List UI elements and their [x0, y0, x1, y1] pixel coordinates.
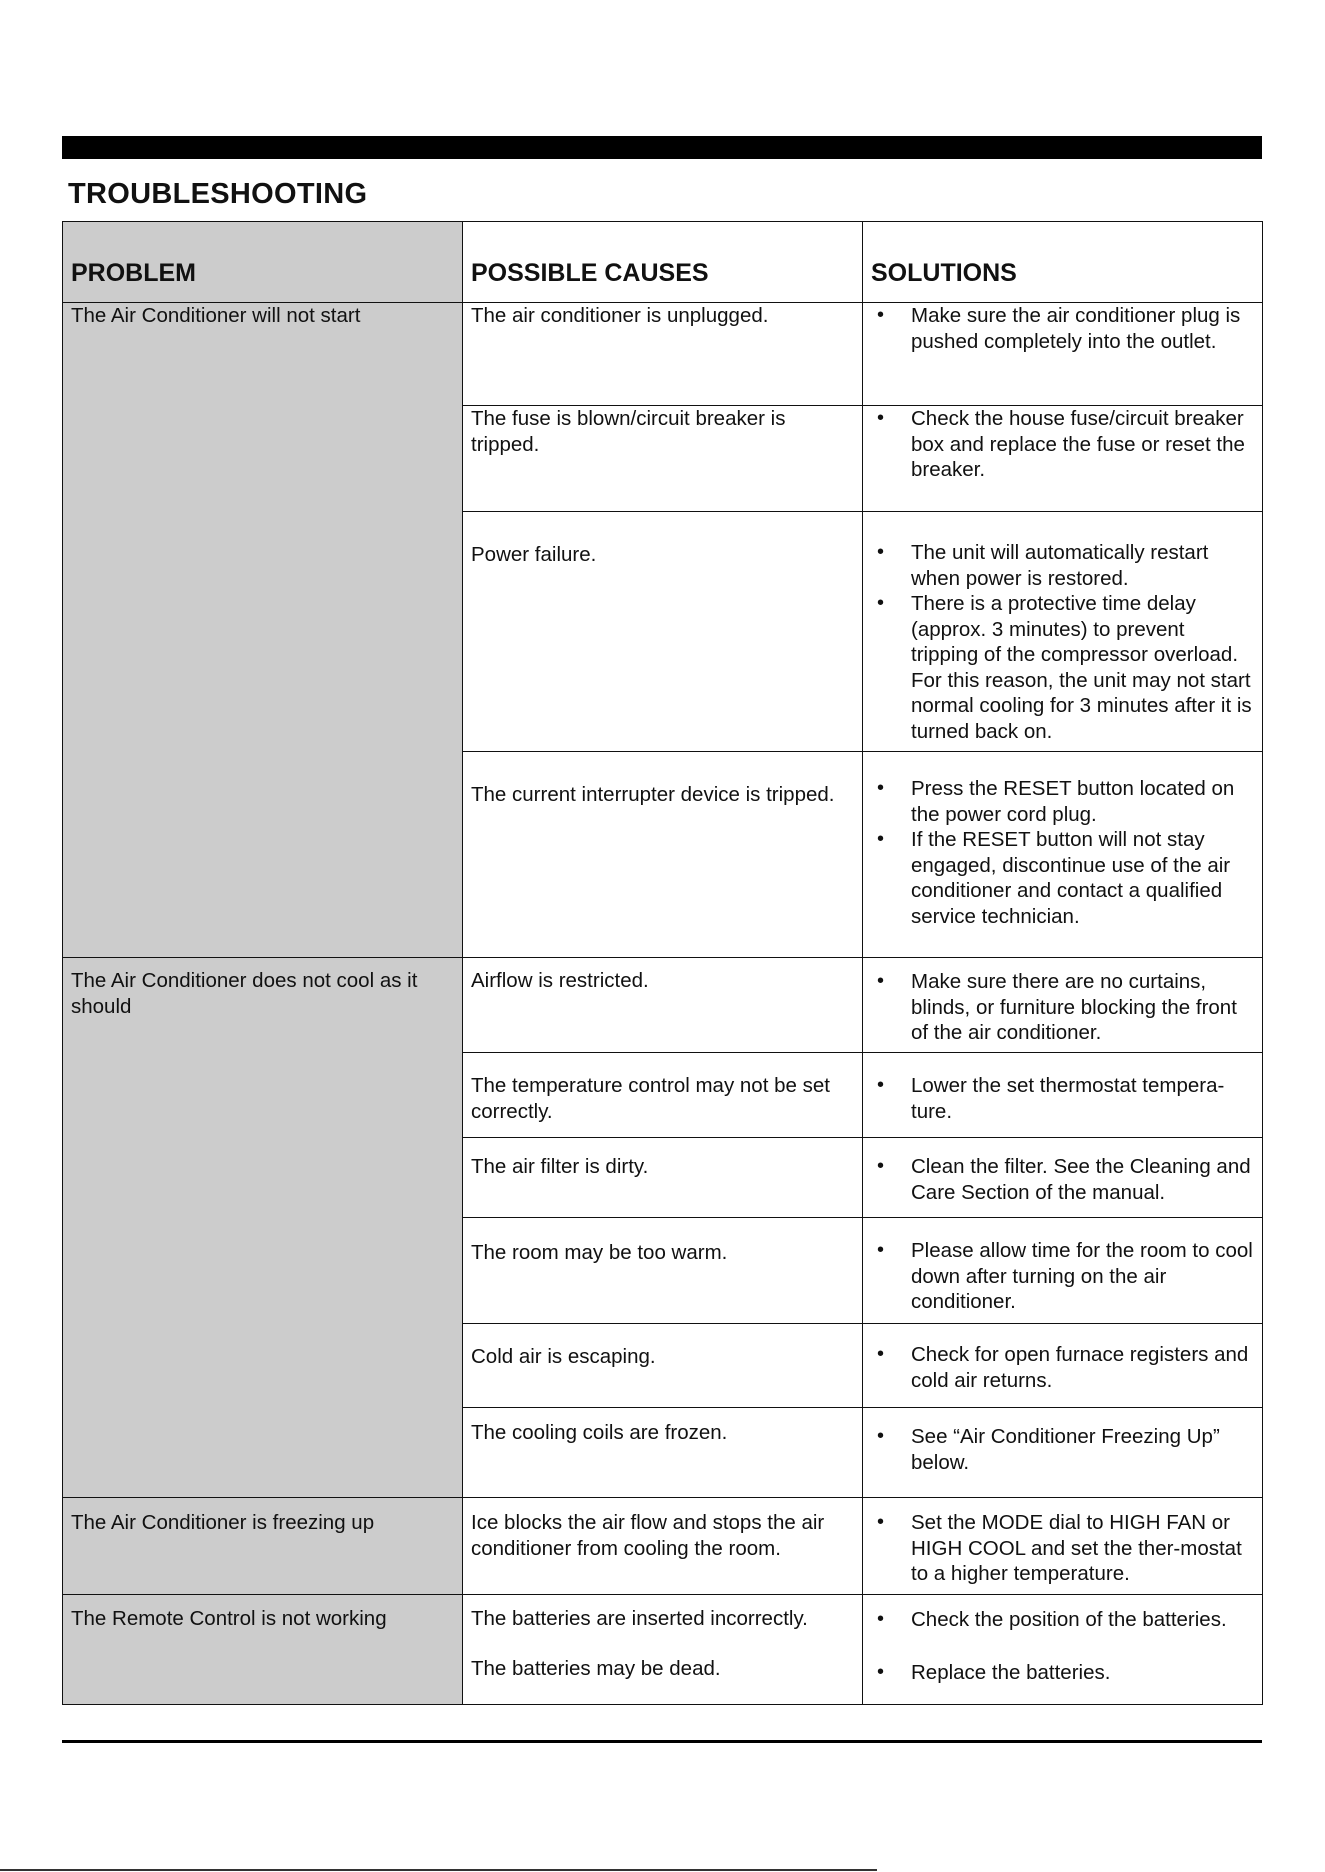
bullet-icon: •	[877, 1155, 885, 1177]
bullet-icon: •	[877, 1511, 885, 1533]
cause-cell: The current interrupter device is tripped.	[463, 752, 863, 958]
solution-item: • See “Air Conditioner Freezing Up” below.	[877, 1425, 1220, 1474]
cause-cell: Ice blocks the air flow and stops the air conditioner from cooling the room.	[463, 1498, 863, 1595]
table-row	[63, 958, 1263, 1053]
problem-cell: The Air Conditioner will not start	[63, 303, 463, 958]
bullet-icon: •	[877, 970, 885, 992]
problem-cell: The Air Conditioner is freezing up	[63, 1498, 463, 1595]
solution-cell	[863, 303, 1263, 406]
solution-cell	[863, 1218, 1263, 1324]
cause-cell	[463, 1595, 863, 1705]
page-edge-line	[0, 1869, 877, 1871]
solution-item: • Press the RESET button located on the power cord plug.	[877, 777, 1235, 826]
bullet-icon: •	[877, 304, 885, 326]
header-solutions: SOLUTIONS	[863, 222, 1263, 303]
header-causes: POSSIBLE CAUSES	[463, 222, 863, 303]
cause-cell: Cold air is escaping.	[463, 1324, 863, 1408]
bullet-icon: •	[877, 1660, 885, 1683]
solution-item: • Set the MODE dial to HIGH FAN or HIGH COOL and set the ther-mostat to a higher temperature.	[877, 1511, 1242, 1585]
table-row	[63, 303, 1263, 406]
bullet-icon: •	[877, 592, 885, 614]
cause-text: The batteries are inserted incorrectly.	[471, 1607, 808, 1630]
cause-cell: Power failure.	[463, 512, 863, 752]
solution-cell	[863, 1498, 1263, 1595]
solution-item: • There is a protective time delay (approx. 3 minutes) to prevent tripping of the compressor overload. For this reason, the unit may not start normal cooling for 3 minutes after it is turned back on.	[877, 592, 1252, 743]
cause-cell: The air conditioner is unplugged.	[463, 303, 863, 406]
header-bar	[62, 136, 1262, 159]
cause-cell: The fuse is blown/circuit breaker is tripped.	[463, 406, 863, 512]
bullet-icon: •	[877, 1239, 885, 1261]
footer-rule	[62, 1740, 1262, 1743]
solution-cell	[863, 512, 1263, 752]
cause-text: The batteries may be dead.	[471, 1656, 721, 1680]
cause-cell: The room may be too warm.	[463, 1218, 863, 1324]
solution-item: • Lower the set thermostat tempera-ture.	[877, 1074, 1225, 1123]
bullet-icon: •	[877, 828, 885, 850]
bullet-icon: •	[877, 541, 885, 563]
bullet-icon: •	[877, 1608, 885, 1630]
bullet-icon: •	[877, 1425, 885, 1447]
troubleshooting-table	[62, 221, 1263, 1705]
problem-cell: The Air Conditioner does not cool as it should	[63, 958, 463, 1498]
cause-cell: The cooling coils are frozen.	[463, 1408, 863, 1498]
bullet-icon: •	[877, 407, 885, 429]
solution-item: • Check the house fuse/circuit breaker box and replace the fuse or reset the breaker.	[877, 407, 1245, 481]
solution-cell	[863, 1138, 1263, 1218]
solution-cell	[863, 752, 1263, 958]
solution-item: • Make sure the air conditioner plug is pushed completely into the outlet.	[877, 304, 1241, 353]
solution-item: • Clean the filter. See the Cleaning and Care Section of the manual.	[877, 1155, 1251, 1204]
cause-cell: The temperature control may not be set correctly.	[463, 1053, 863, 1138]
solution-cell	[863, 1053, 1263, 1138]
solution-cell	[863, 1595, 1263, 1705]
solution-cell	[863, 1408, 1263, 1498]
solution-item: • Make sure there are no curtains, blinds, or furniture blocking the front of the air conditioner.	[877, 970, 1237, 1044]
solution-item: • Replace the batteries.	[877, 1660, 1111, 1684]
solution-item: • The unit will automatically restart when power is restored.	[877, 541, 1209, 590]
bullet-icon: •	[877, 1074, 885, 1096]
bullet-icon: •	[877, 1343, 885, 1365]
table-row	[63, 1595, 1263, 1705]
bullet-icon: •	[877, 777, 885, 799]
solution-item: • Please allow time for the room to cool down after turning on the air conditioner.	[877, 1239, 1253, 1313]
solution-item: • Check for open furnace registers and cold air returns.	[877, 1343, 1249, 1392]
table-row	[63, 1498, 1263, 1595]
header-problem: PROBLEM	[63, 222, 463, 303]
solution-item: • Check the position of the batteries.	[877, 1608, 1227, 1631]
problem-cell: The Remote Control is not working	[63, 1595, 463, 1705]
solution-cell	[863, 1324, 1263, 1408]
page-title: TROUBLESHOOTING	[68, 178, 368, 210]
solution-item: • If the RESET button will not stay engaged, discontinue use of the air conditioner and contact a qualified service technician.	[877, 828, 1231, 928]
solution-cell	[863, 406, 1263, 512]
cause-cell: The air filter is dirty.	[463, 1138, 863, 1218]
solution-cell	[863, 958, 1263, 1053]
cause-cell: Airflow is restricted.	[463, 958, 863, 1053]
